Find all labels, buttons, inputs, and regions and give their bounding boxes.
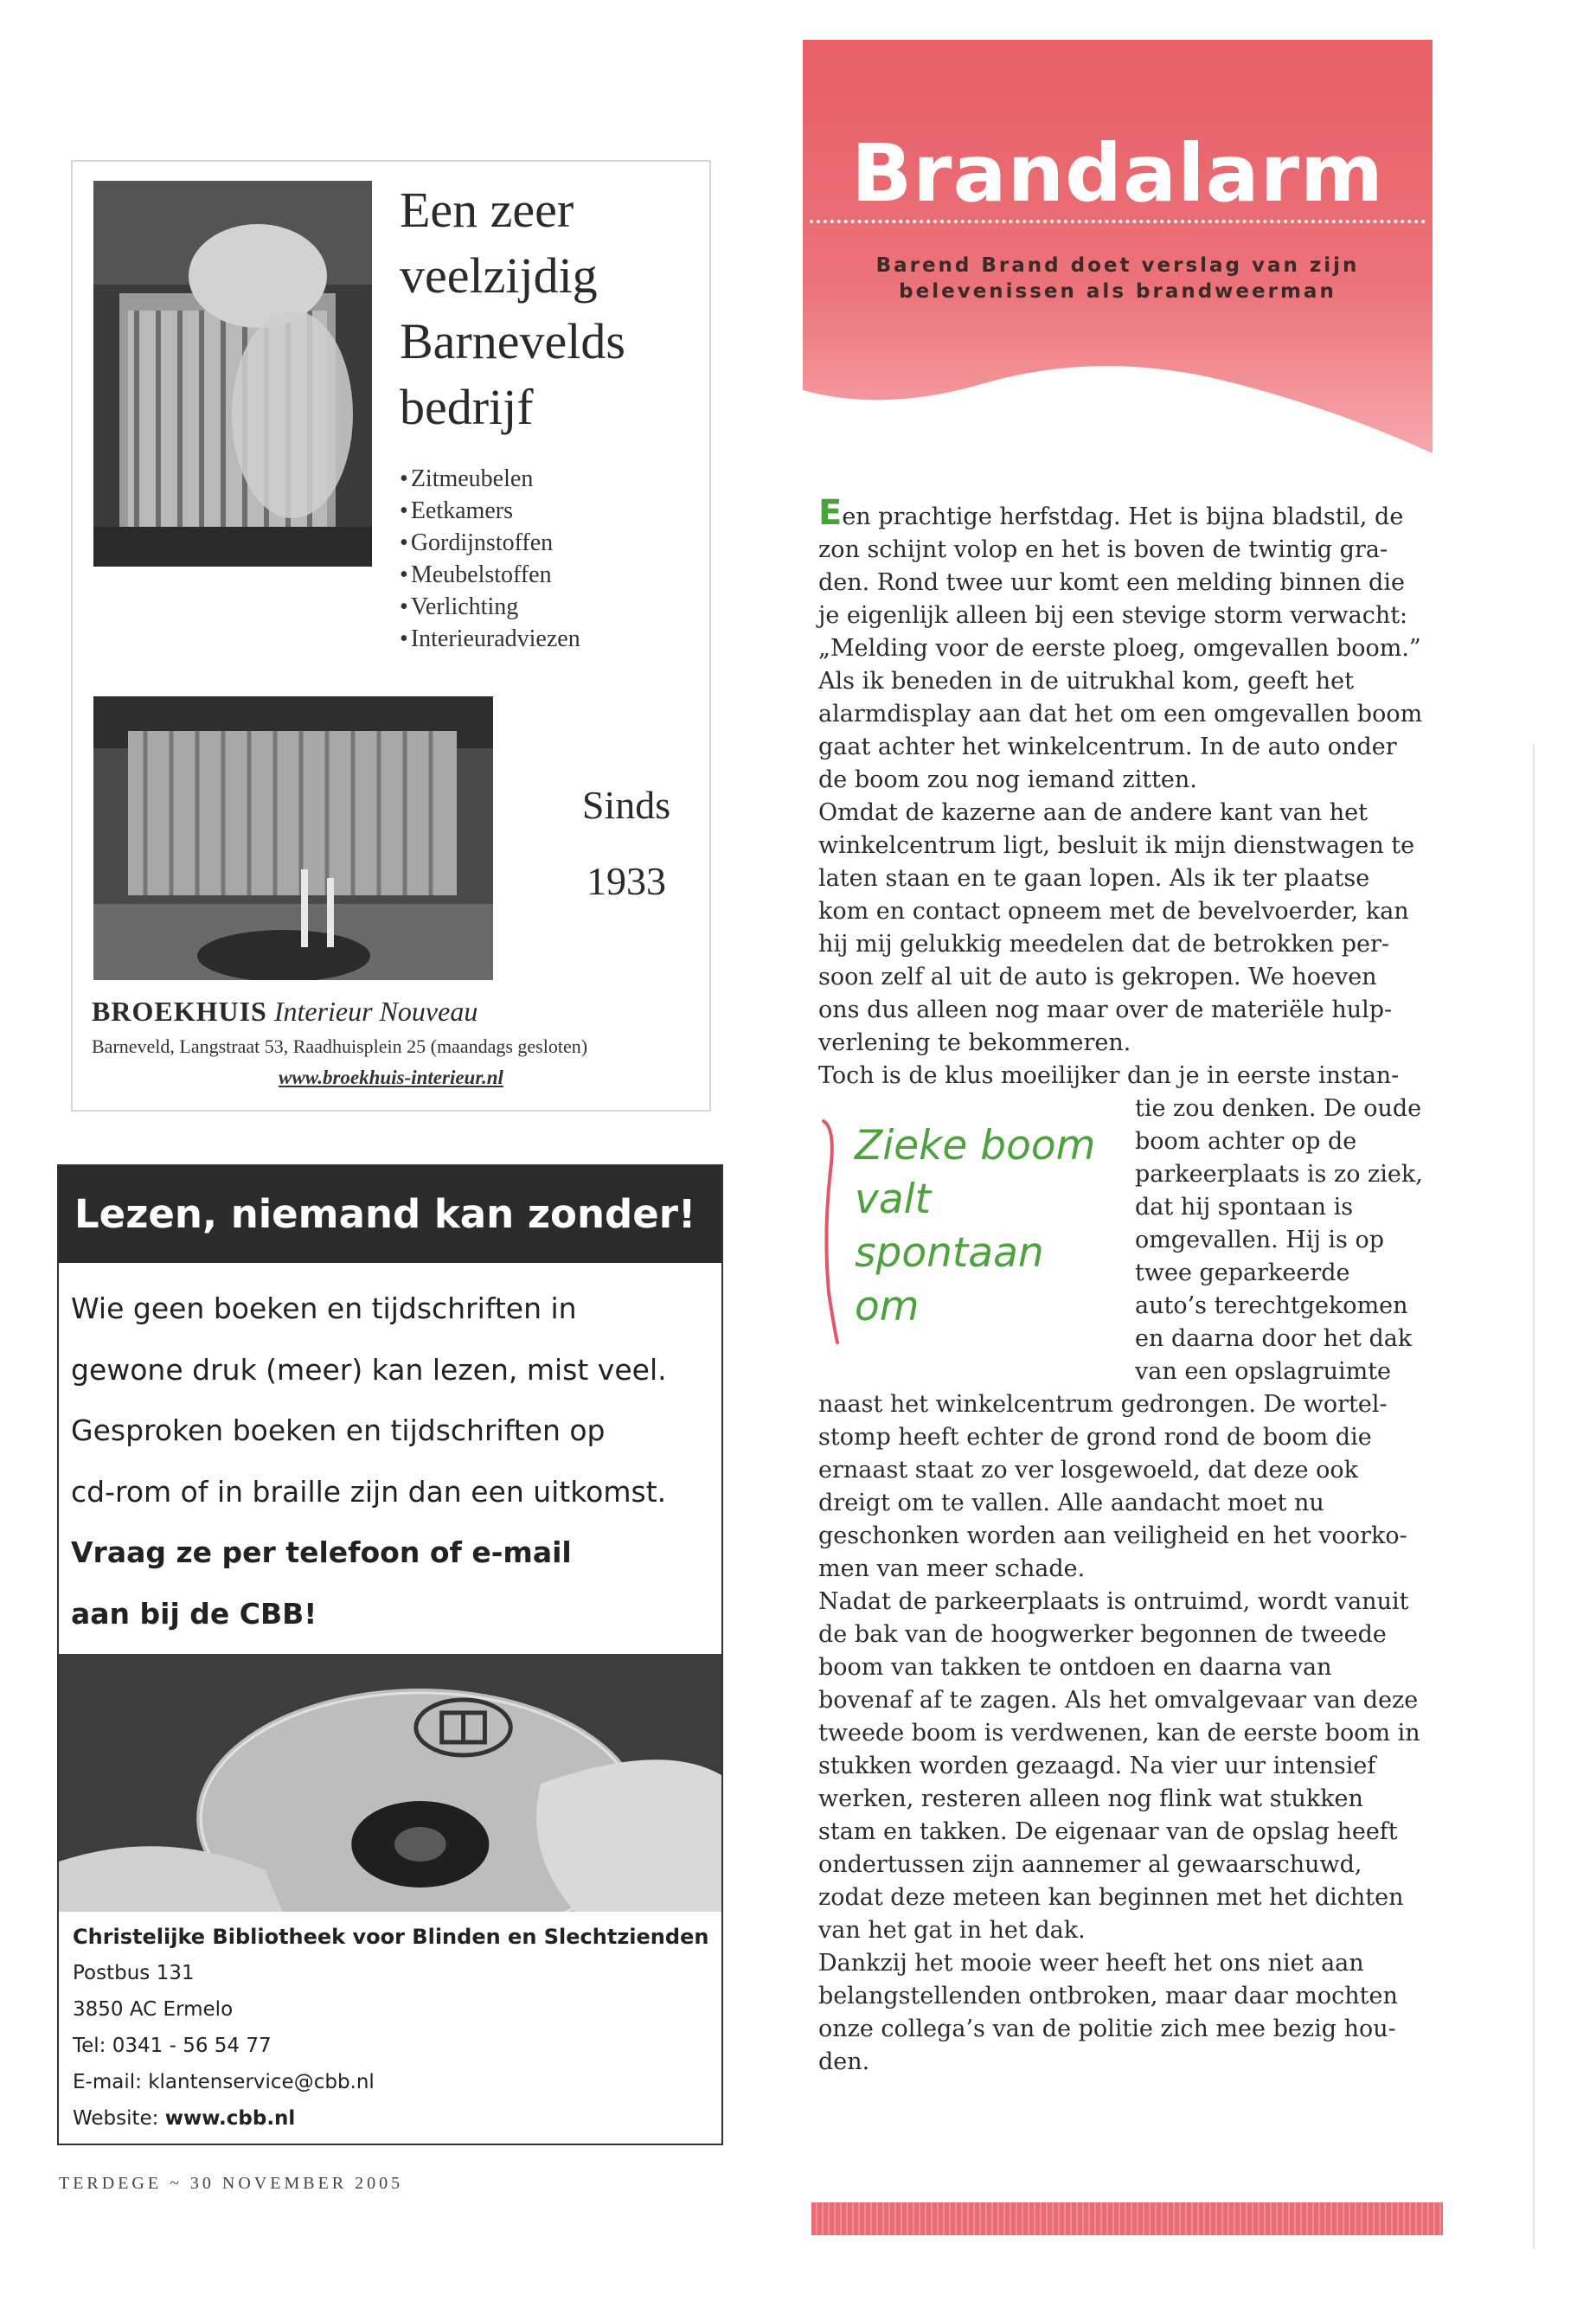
- column-header: [803, 40, 1433, 453]
- armchair-photo: [93, 181, 372, 567]
- list-item: • Meubelstoffen: [400, 559, 580, 591]
- drop-cap: E: [818, 493, 843, 533]
- column-divider: [1533, 744, 1535, 2249]
- list-item: • Interieuradviezen: [400, 623, 580, 655]
- header-background: [803, 40, 1433, 453]
- cbb-website-line: Website: www.cbb.nl: [73, 2107, 296, 2130]
- list-item: • Verlichting: [400, 591, 580, 623]
- cbb-contact-info: [73, 1919, 708, 2137]
- cbb-call-to-action: Vraag ze per telefoon of e-mail: [71, 1535, 572, 1569]
- pull-quote-text: Zieke boom valt spontaan om: [855, 1122, 1096, 1330]
- since-year: Sinds 1933: [581, 783, 671, 903]
- article-paragraph-narrow: tie zou denken. De oude boom achter op de parkeerplaats is zo ziek, dat hij spontaan is omgevallen. Hij is op twee geparkeerde auto’s terechtgekomen en daarna door het dak van een opslagruimte: [1135, 1095, 1423, 1385]
- column-title: Brandalarm: [851, 127, 1384, 220]
- article-paragraph: Dankzij het mooie weer heeft het ons niet aan belangstellenden ontbroken, maar daar mochten onze collega’s van de politie zich mee bezig hou-den.: [818, 1950, 1398, 2075]
- cbb-advertisement: [57, 1164, 723, 2145]
- pull-quote: [818, 1119, 1125, 1344]
- broekhuis-advertisement: [71, 160, 711, 1112]
- article-paragraph: Een prachtige herfstdag. Het is bijna bladstil, de zon schijnt volop en het is boven de twintig gra-den. Rond twee uur komt een melding binnen die je eigenlijk alleen bij een stevige storm verwacht: „Melding voor de eerste ploeg, omgevallen boom.” Als ik beneden in de uitrukhal kom, geeft het alarmdisplay aan dat het om een omgevallen boom gaat achter het winkelcentrum. In de auto onder de boom zou nog iemand zitten.: [818, 493, 1423, 793]
- list-item: • Eetkamers: [400, 495, 580, 527]
- article-body: [818, 493, 1424, 2079]
- page-footer: TERDEGE ~ 30 NOVEMBER 2005: [59, 2174, 404, 2193]
- sofa-photo: [93, 696, 493, 980]
- ad-headline: Een zeer veelzijdig Barnevelds bedrijf: [400, 182, 625, 435]
- title-divider: [810, 220, 1426, 223]
- cbb-website-link[interactable]: www.cbb.nl: [164, 2107, 296, 2130]
- company-address: Barneveld, Langstraat 53, Raadhuisplein 25 (maandags gesloten): [92, 1035, 588, 1057]
- article-paragraph: naast het winkelcentrum gedrongen. De wortel-stomp heeft echter de grond rond de boom die ernaast staat zo ver losgewoeld, dat deze ook dreigt om te vallen. Alle aandacht moet nu geschonken worden aan veiligheid en het voorko-men van meer schade.: [818, 1391, 1407, 1582]
- cbb-city: 3850 AC Ermelo: [73, 1998, 234, 2021]
- cbb-body-text: Wie geen boeken en tijdschriften in gewone druk (meer) kan lezen, mist veel. Gesproken boeken en tijdschriften op cd-rom of in braille zijn dan een uitkomst. Vraag ze per telefoon of e-mail aan bij de CBB!: [71, 1279, 720, 1644]
- list-item: • Gordijnstoffen: [400, 527, 580, 559]
- quote-bracket-icon: [818, 1119, 839, 1344]
- company-website-link[interactable]: www.broekhuis-interieur.nl: [279, 1067, 503, 1088]
- cbb-banner: Lezen, niemand kan zonder!: [59, 1166, 721, 1263]
- article-paragraph: Toch is de klus moeilijker dan je in eerste instan-: [818, 1062, 1400, 1089]
- list-item: • Zitmeubelen: [400, 463, 580, 495]
- cbb-postbus: Postbus 131: [73, 1962, 195, 1984]
- cbb-email-link[interactable]: klantenservice@cbb.nl: [148, 2071, 375, 2093]
- article-paragraph: Nadat de parkeerplaats is ontruimd, wordt vanuit de bak van de hoogwerker begonnen de tweede boom van takken te ontdoen en daarna van bovenaf af te zagen. Als het omvalgevaar van deze tweede boom is verdwenen, kan de eerste boom in stukken worden gezaagd. Na vier uur intensief werken, resteren alleen nog flink wat stukken stam en takken. De eigenaar van de opslag heeft ondertussen zijn aannemer al gewaarschuwd, zodat deze meteen kan beginnen met het dichten van het gat in het dak.: [818, 1588, 1420, 1944]
- cbb-email-line: E-mail: klantenservice@cbb.nl: [73, 2071, 375, 2093]
- cd-photo: [59, 1654, 721, 1912]
- services-list: [400, 463, 580, 655]
- column-subtitle: Barend Brand doet verslag van zijn belevenissen als brandweerman: [875, 254, 1360, 303]
- cbb-organization: Christelijke Bibliotheek voor Blinden en Slechtzienden: [73, 1925, 709, 1949]
- footer-decoration-bar: [811, 2202, 1443, 2235]
- company-name: BROEKHUIS Interieur Nouveau: [92, 996, 478, 1027]
- article-paragraph: Omdat de kazerne aan de andere kant van het winkelcentrum ligt, besluit ik mijn dienstwagen te laten staan en te gaan lopen. Als ik ter plaatse kom en contact opneem met de bevelvoerder, kan hij mij gelukkig meedelen dat de betrokken per-soon zelf al uit de auto is gekropen. We hoeven ons dus alleen nog maar over de materiële hulp-verlening te bekommeren.: [818, 799, 1415, 1056]
- cbb-phone: Tel: 0341 - 56 54 77: [73, 2035, 272, 2057]
